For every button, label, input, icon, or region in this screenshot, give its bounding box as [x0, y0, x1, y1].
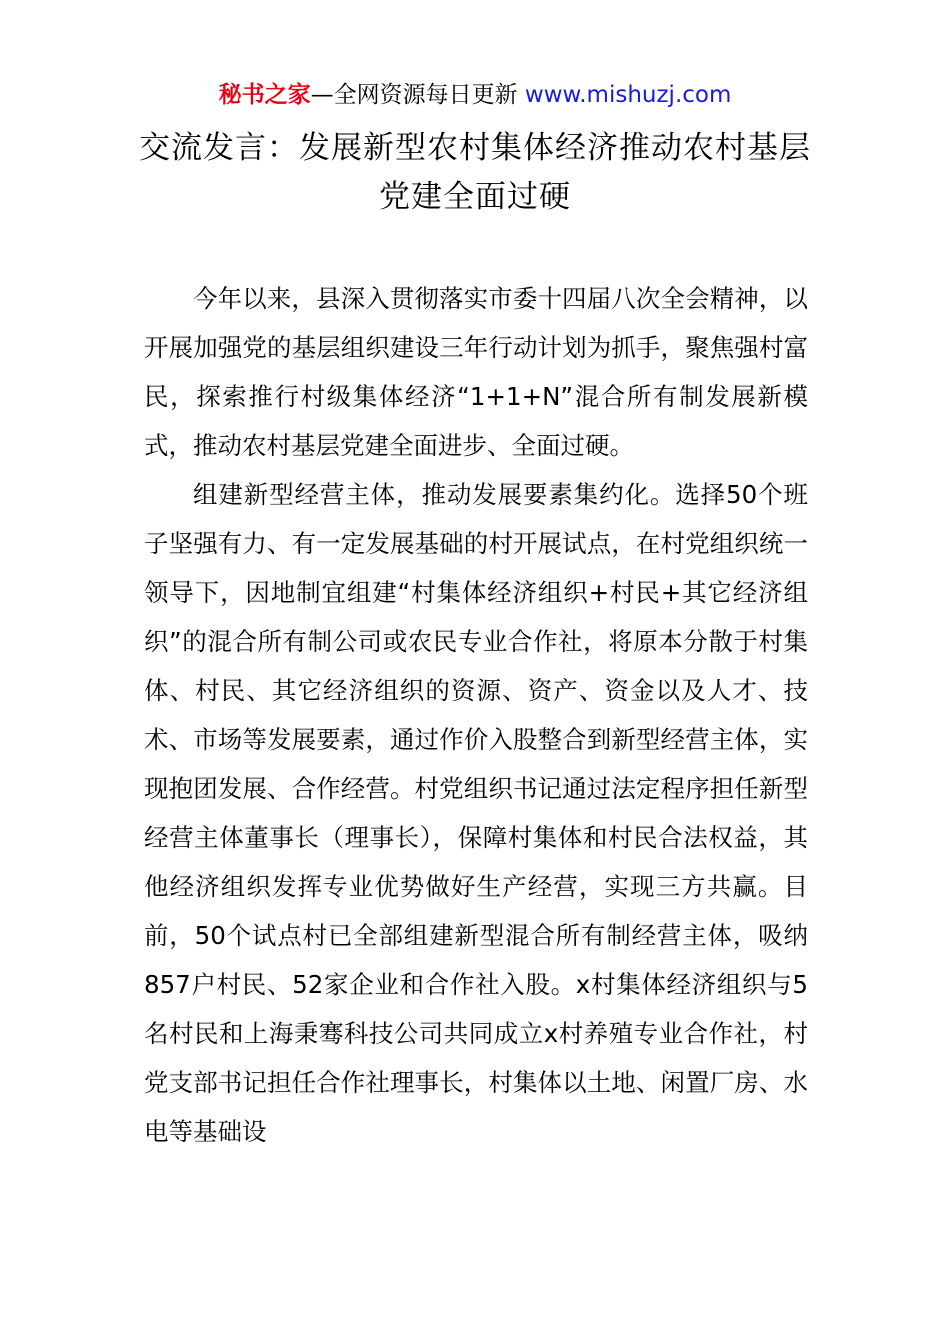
site-header: [0, 78, 950, 112]
site-tagline: —全网资源每日更新: [310, 82, 518, 108]
paragraph-new-business-entities: 组建新型经营主体，推动发展要素集约化。选择50个班子坚强有力、有一定发展基础的村开展试点，在村党组织统一领导下，因地制宜组建“村集体经济组织+村民+其它经济组织”的混合所有制公司或农民专业合作社，将原本分散于村集体、村民、其它经济组织的资源、资产、资金以及人才、技术、市场等发展要素，通过作价入股整合到新型经营主体，实现抱团发展、合作经营。村党组织书记通过法定程序担任新型经营主体董事长（理事长），保障村集体和村民合法权益，其他经济组织发挥专业优势做好生产经营，实现三方共赢。目前，50个试点村已全部组建新型混合所有制经营主体，吸纳857户村民、52家企业和合作社入股。x村集体经济组织与5名村民和上海秉骞科技公司共同成立x村养殖专业合作社，村党支部书记担任合作社理事长，村集体以土地、闲置厂房、水电等基础设: [144, 480, 808, 1146]
paragraph-intro: 今年以来，县深入贯彻落实市委十四届八次全会精神，以开展加强党的基层组织建设三年行动计划为抓手，聚焦强村富民，探索推行村级集体经济“1+1+N”混合所有制发展新模式，推动农村基层党建全面进步、全面过硬。: [144, 284, 808, 460]
document-title: 交流发言：发展新型农村集体经济推动农村基层党建全面过硬: [139, 130, 811, 215]
document-body: [144, 274, 808, 1156]
site-brand: 秘书之家: [218, 82, 311, 108]
site-url-link[interactable]: www.mishuzj.com: [524, 82, 732, 108]
